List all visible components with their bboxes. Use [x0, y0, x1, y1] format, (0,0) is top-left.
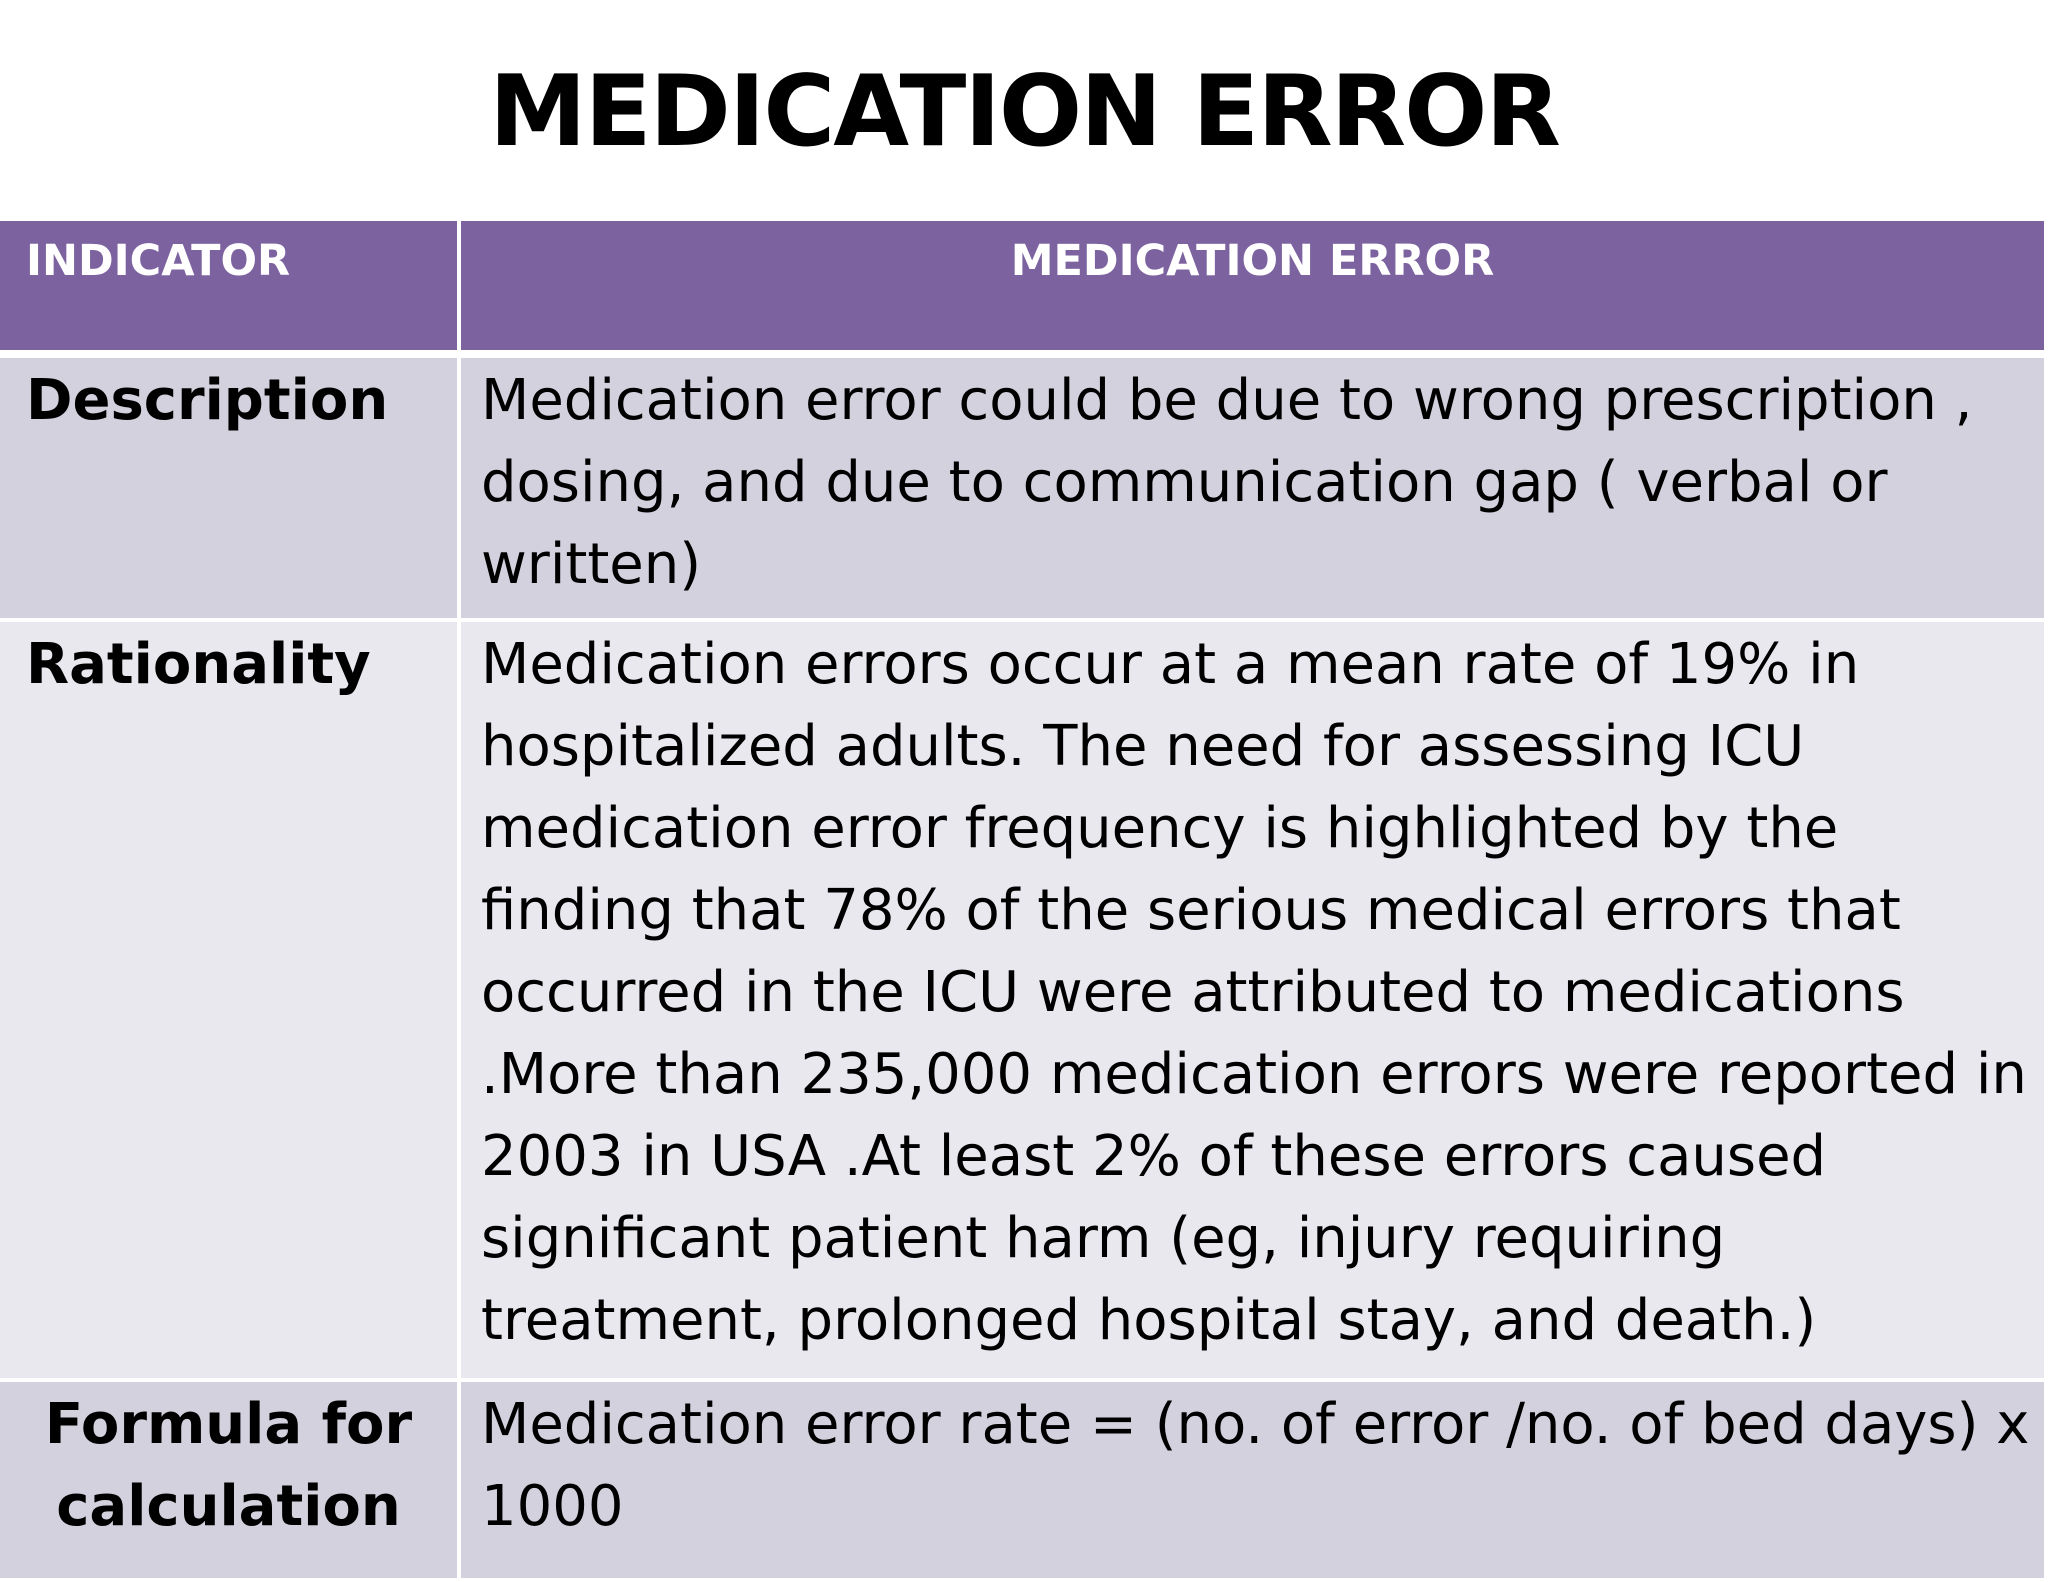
- row-value-text: Medication error rate = (no. of error /no. of bed days) x 1000: [481, 1392, 2030, 1539]
- row-label: [0, 622, 461, 1382]
- row-value: [461, 1382, 2048, 1582]
- row-value-text: Medication errors occur at a mean rate of 19% in hospitalized adults. The need for assessing ICU medication error frequency is highlighted by the finding that 78% of the serious medical errors that occurred in the ICU were attributed to medications .More than 235,000 medication errors were reported in 2003 in USA .At least 2% of these errors caused significant patient harm (eg, injury requiring treatment, prolonged hospital stay, and death.): [481, 632, 2027, 1353]
- row-label-text: Description: [26, 368, 389, 433]
- table-row-formula: [0, 1382, 2048, 1582]
- row-label: [0, 1382, 461, 1582]
- row-value: [461, 622, 2048, 1382]
- table-header-row: [0, 221, 2048, 358]
- row-value-text: Medication error could be due to wrong prescription , dosing, and due to communication gap ( verbal or written): [481, 368, 1973, 597]
- row-value: [461, 358, 2048, 622]
- indicator-table: [0, 221, 2048, 1582]
- table-row-rationality: [0, 622, 2048, 1382]
- slide-title: MEDICATION ERROR: [489, 55, 1559, 169]
- row-label-text: Rationality: [26, 632, 371, 697]
- table-row-description: [0, 358, 2048, 622]
- row-label-text: Formula for calculation: [44, 1392, 413, 1539]
- row-label: [0, 358, 461, 622]
- header-medication-error: MEDICATION ERROR: [461, 221, 2048, 358]
- header-indicator: INDICATOR: [0, 221, 461, 358]
